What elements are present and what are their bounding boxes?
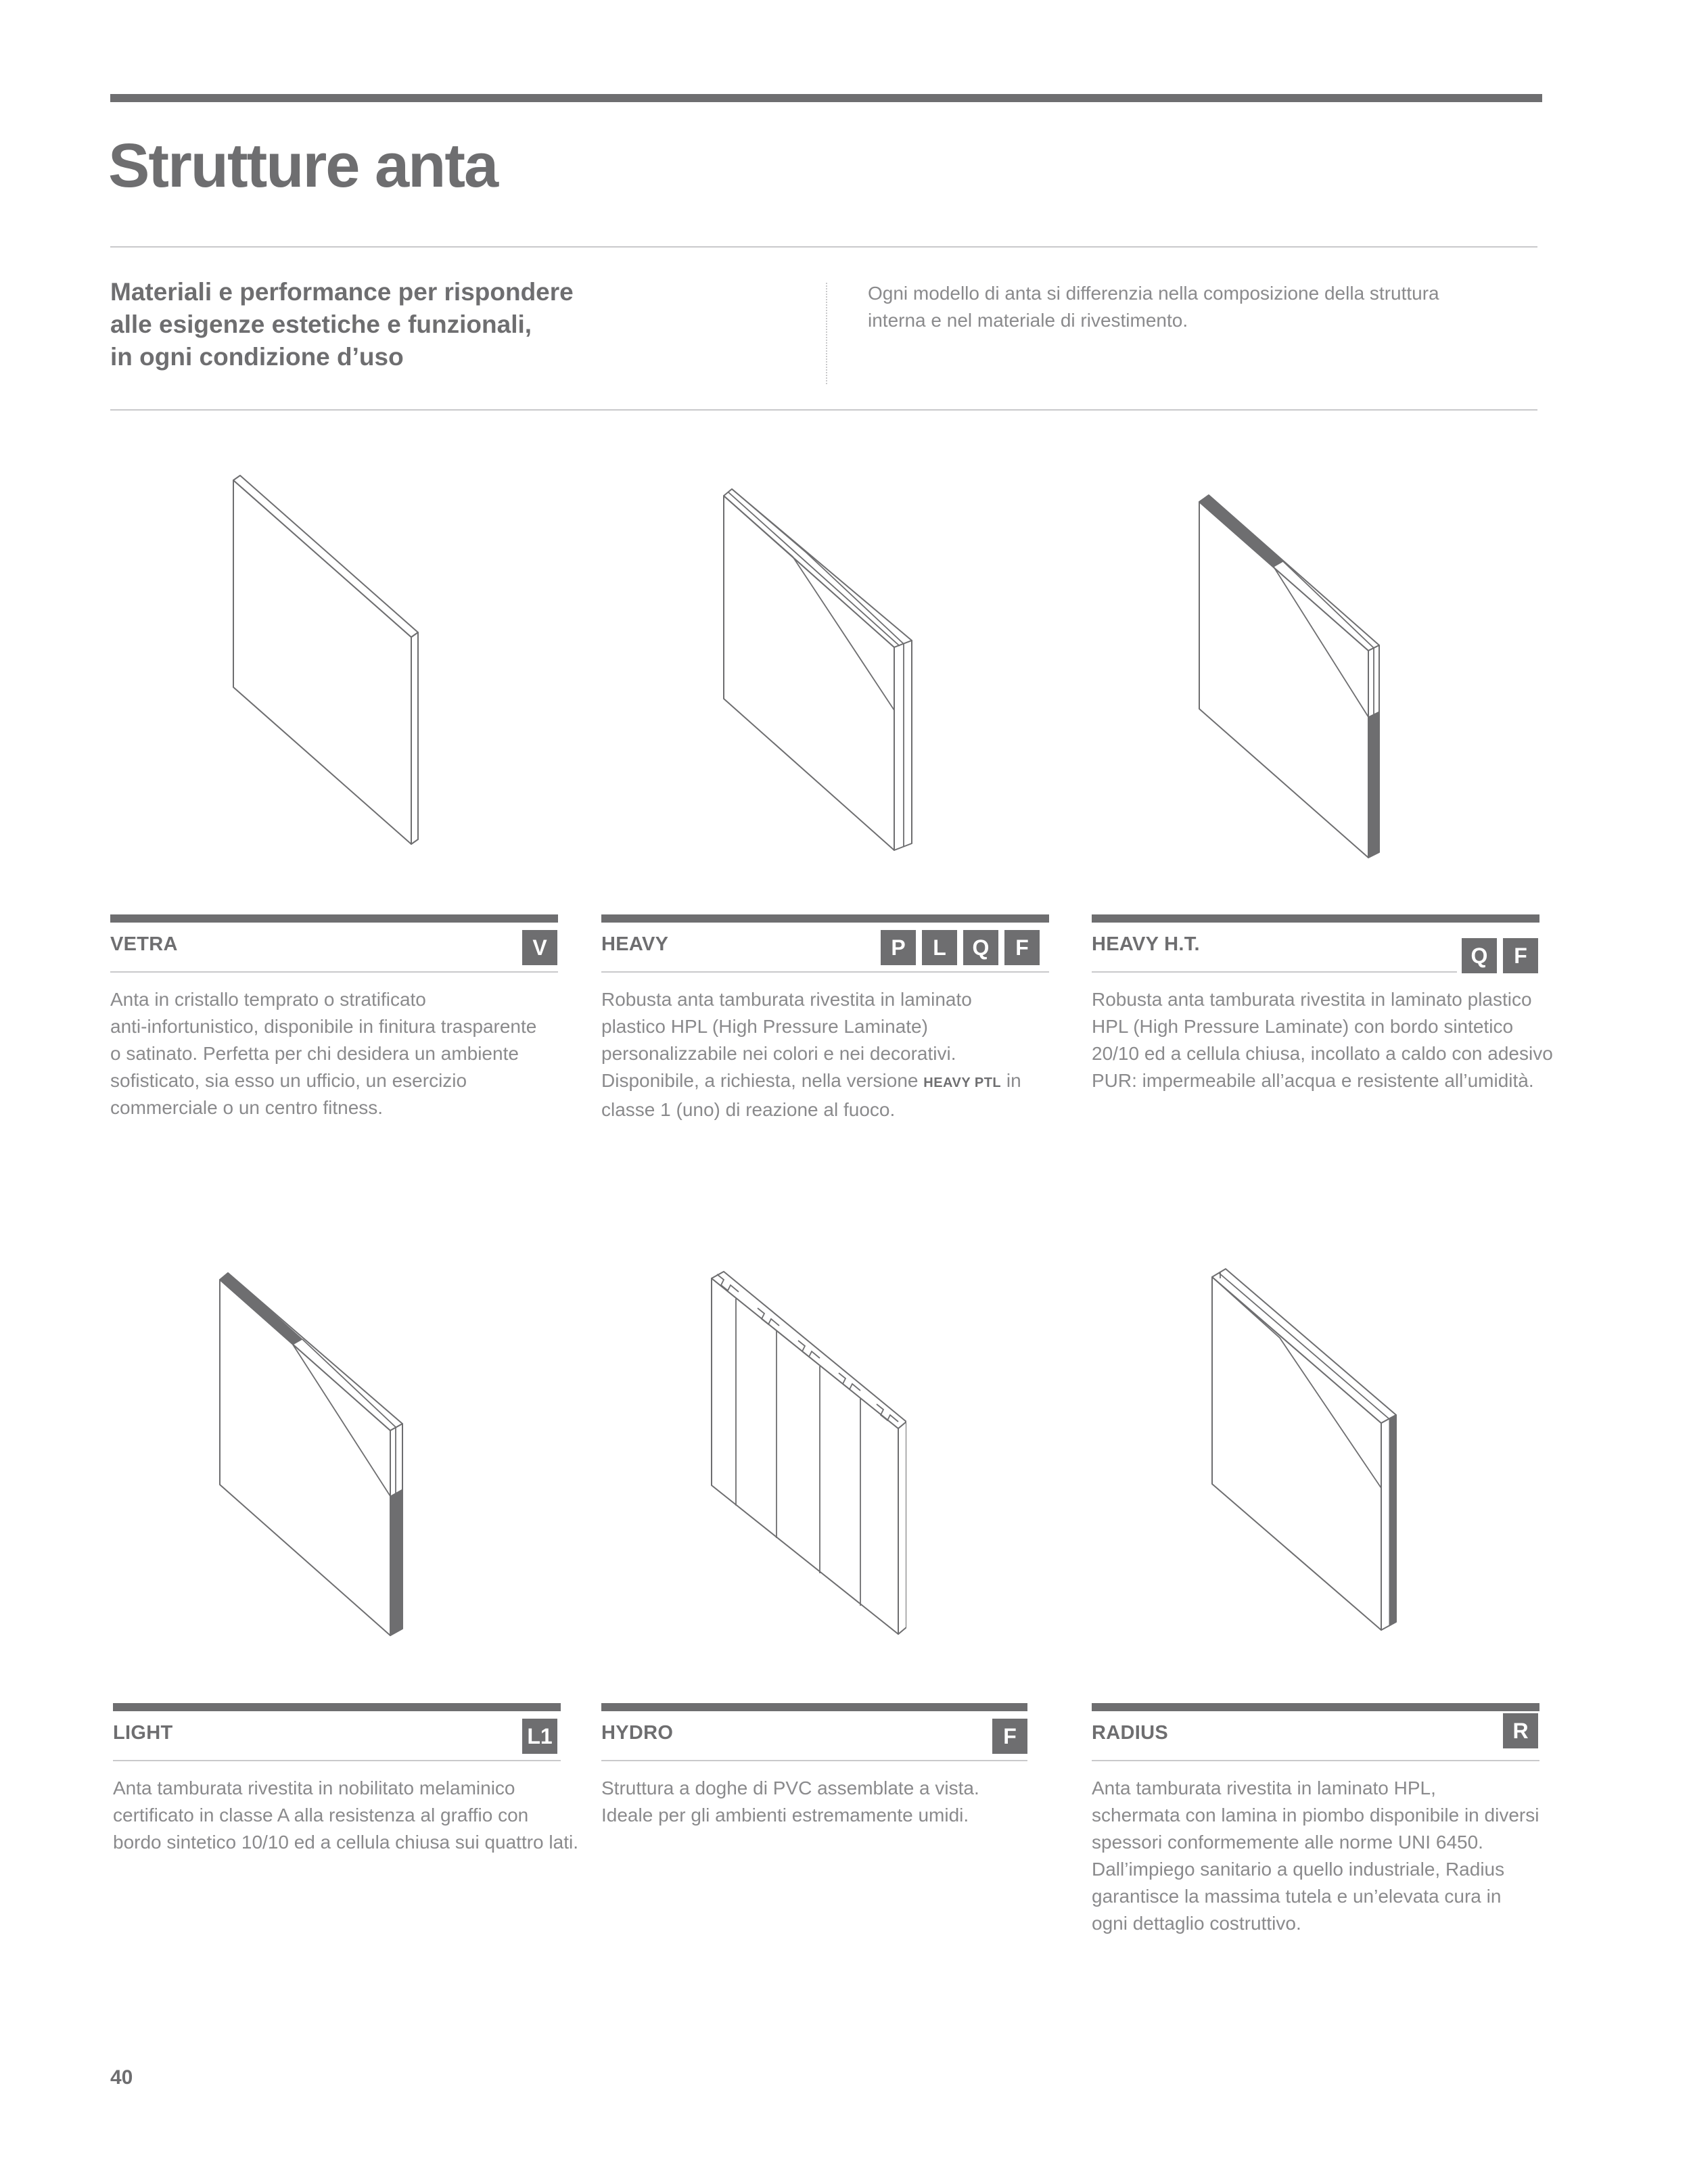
text-line: bordo sintetico 10/10 ed a cellula chiusa sui quattro lati. [113,1832,578,1853]
card-title-light: LIGHT [113,1722,173,1744]
text-line: certificato in classe A alla resistenza al graffio con [113,1805,529,1826]
intro-divider [110,409,1537,411]
badge: Q [963,930,998,965]
card-title-heavy-ht: HEAVY H.T. [1092,933,1200,955]
card-rule [1092,1703,1539,1711]
panel-hydro-illustration [703,1265,906,1650]
text-line: personalizzabile nei colori e nei decorativi. [601,1043,956,1064]
card-text-hydro [601,1775,1048,1829]
badges-vetra [522,930,557,965]
text-line [601,1067,1061,1096]
badges-heavy-ht [1462,938,1538,973]
card-rule [601,1703,1027,1711]
text-line: commerciale o un centro fitness. [110,1097,384,1118]
badge: F [1004,930,1040,965]
card-title-heavy: HEAVY [601,933,669,955]
badge: L1 [522,1719,557,1754]
card-line [113,1760,561,1761]
badge: L [922,930,957,965]
badges-light [522,1719,557,1754]
page-subtitle [110,276,787,373]
card-title-vetra: VETRA [110,933,178,955]
text-line: schermata con lamina in piombo disponibile in diversi [1092,1805,1539,1826]
badge: F [1503,938,1538,973]
intro-text [868,280,1517,334]
card-title-hydro: HYDRO [601,1722,674,1744]
text-seg: Disponibile, a richiesta, nella versione [601,1070,924,1091]
panel-vetra-illustration [223,473,426,859]
card-rule [110,914,558,923]
card-text-light [113,1775,586,1856]
card-line [1092,1760,1539,1761]
text-line: Struttura a doghe di PVC assemblate a vista. [601,1778,979,1798]
page-title: Strutture anta [108,131,498,200]
top-rule [110,94,1542,102]
card-text-vetra [110,986,570,1121]
text-line: 20/10 ed a cellula chiusa, incollato a caldo con adesivo [1092,1043,1553,1064]
badges-hydro [992,1719,1027,1754]
card-text-heavy [601,986,1061,1123]
text-line: spessori conformemente alle norme UNI 6450. [1092,1832,1483,1853]
subtitle-line: alle esigenze estetiche e funzionali, [110,310,532,338]
text-line: o satinato. Perfetta per chi desidera un ambiente [110,1043,519,1064]
text-line: classe 1 (uno) di reazione al fuoco. [601,1099,896,1120]
text-line: ogni dettaglio costruttivo. [1092,1913,1301,1934]
badges-radius [1503,1713,1538,1748]
card-line [1092,971,1457,973]
inline-product-name: HEAVY PTL [923,1075,1002,1090]
badge: F [992,1719,1027,1754]
text-line: anti-infortunistico, disponibile in finitura trasparente [110,1016,537,1037]
panel-radius-illustration [1204,1258,1407,1644]
card-line [601,971,1049,973]
card-rule [1092,914,1539,923]
panel-heavy-illustration [717,477,920,862]
card-text-radius [1092,1775,1565,1937]
text-line: Robusta anta tamburata rivestita in laminato plastico [1092,989,1532,1010]
badges-heavy [881,930,1040,965]
page-number: 40 [110,2066,133,2089]
intro-line: interna e nel materiale di rivestimento. [868,310,1188,331]
text-line: PUR: impermeabile all’acqua e resistente all’umidità. [1092,1070,1534,1091]
badge: Q [1462,938,1497,973]
badge: R [1503,1713,1538,1748]
card-title-radius: RADIUS [1092,1722,1168,1744]
subtitle-line: in ogni condizione d’uso [110,343,404,371]
text-line: Anta tamburata rivestita in laminato HPL, [1092,1778,1436,1798]
intro-line: Ogni modello di anta si differenzia nella composizione della struttura [868,283,1439,304]
card-rule [113,1703,561,1711]
card-text-heavy-ht [1092,986,1565,1094]
subtitle-line: Materiali e performance per rispondere [110,278,574,306]
text-line: Anta in cristallo temprato o stratificato [110,989,426,1010]
card-rule [601,914,1049,923]
header-divider [110,246,1537,248]
panel-light-illustration [213,1265,416,1650]
card-line [601,1760,1027,1761]
text-line: Ideale per gli ambienti estremamente umidi. [601,1805,969,1826]
text-line: plastico HPL (High Pressure Laminate) [601,1016,928,1037]
text-line: garantisce la massima tutela e un’elevata cura in [1092,1886,1502,1907]
text-line: sofisticato, sia esso un ufficio, un esercizio [110,1070,467,1091]
vertical-divider [826,283,827,384]
text-line: Anta tamburata rivestita in nobilitato melaminico [113,1778,515,1798]
text-line: HPL (High Pressure Laminate) con bordo sintetico [1092,1016,1514,1037]
text-seg: in [1001,1070,1021,1091]
badge: P [881,930,916,965]
panel-heavy-ht-illustration [1194,487,1397,873]
text-line: Dall’impiego sanitario a quello industriale, Radius [1092,1859,1505,1880]
badge: V [522,930,557,965]
card-line [110,971,558,973]
text-line: Robusta anta tamburata rivestita in laminato [601,989,972,1010]
